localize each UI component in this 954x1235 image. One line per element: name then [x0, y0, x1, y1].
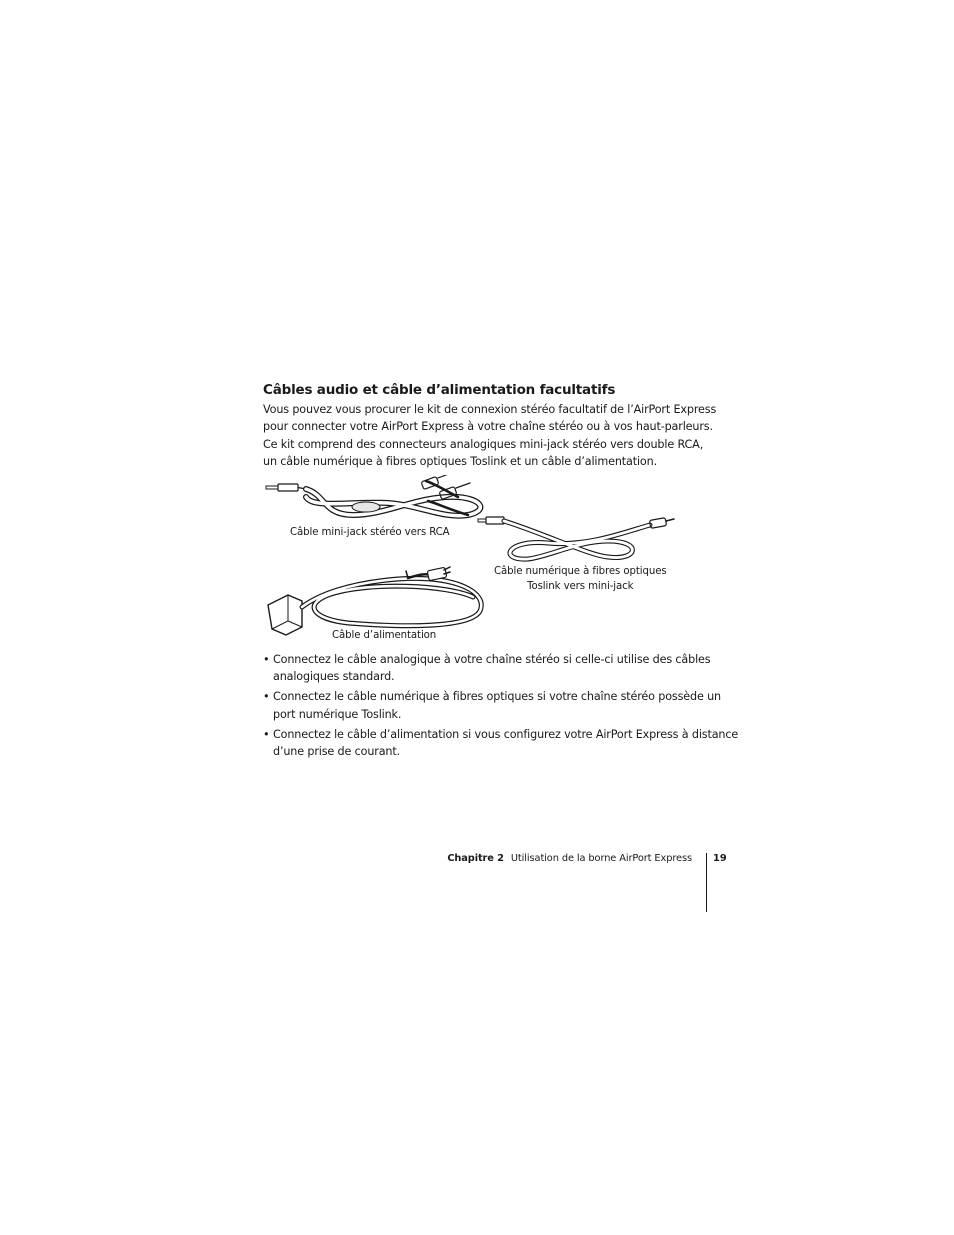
cables-figure	[258, 475, 698, 650]
intro-paragraph	[263, 401, 733, 471]
list-item	[263, 726, 739, 760]
caption-rca-cable	[290, 525, 450, 540]
intro-line: pour connecter votre AirPort Express à votre chaîne stéréo ou à vos haut-parleurs.	[263, 420, 713, 434]
list-item	[263, 651, 713, 685]
usage-bullet-list	[263, 651, 739, 763]
bullet-line: Connectez le câble analogique à votre chaîne stéréo si celle-ci utilise des câbles	[273, 653, 711, 666]
bullet-line: analogiques standard.	[273, 670, 395, 684]
bullet-line: port numérique Toslink.	[273, 707, 402, 721]
bullet-marker: •	[263, 690, 270, 704]
caption-power-cable	[332, 628, 436, 643]
bullet-line: Connectez le câble d’alimentation si vous configurez votre AirPort Express à distance	[273, 727, 739, 741]
rca-cable-illustration	[266, 475, 480, 516]
caption-toslink-cable	[494, 564, 667, 594]
section-title: Câbles audio et câble d’alimentation facultatifs	[263, 382, 616, 398]
bullet-marker: •	[263, 727, 270, 741]
intro-line: Vous pouvez vous procurer le kit de connexion stéréo facultatif de l’AirPort Express	[263, 403, 717, 416]
intro-line: un câble numérique à fibres optiques Toslink et un câble d’alimentation.	[263, 455, 657, 469]
intro-line: Ce kit comprend des connecteurs analogiques mini-jack stéréo vers double RCA,	[263, 437, 704, 451]
bullet-line: d’une prise de courant.	[273, 745, 401, 759]
cables-illustration	[258, 475, 698, 650]
page-footer	[420, 853, 692, 864]
toslink-cable-illustration	[478, 517, 674, 559]
caption-line: Câble d’alimentation	[332, 630, 437, 641]
bullet-marker: •	[263, 653, 270, 666]
footer-chapter-title: Utilisation de la borne AirPort Express	[510, 853, 692, 864]
caption-line: Câble numérique à fibres optiques	[494, 566, 667, 577]
footer-divider	[706, 853, 707, 912]
bullet-line: Connectez le câble numérique à fibres optiques si votre chaîne stéréo possède un	[273, 690, 721, 704]
caption-line: Toslink vers mini-jack	[527, 581, 634, 592]
list-item	[263, 688, 721, 722]
page-number: 19	[713, 853, 727, 864]
caption-line: Câble mini-jack stéréo vers RCA	[290, 527, 450, 538]
power-cable-illustration	[268, 567, 481, 635]
footer-chapter: Chapitre 2	[447, 853, 504, 864]
